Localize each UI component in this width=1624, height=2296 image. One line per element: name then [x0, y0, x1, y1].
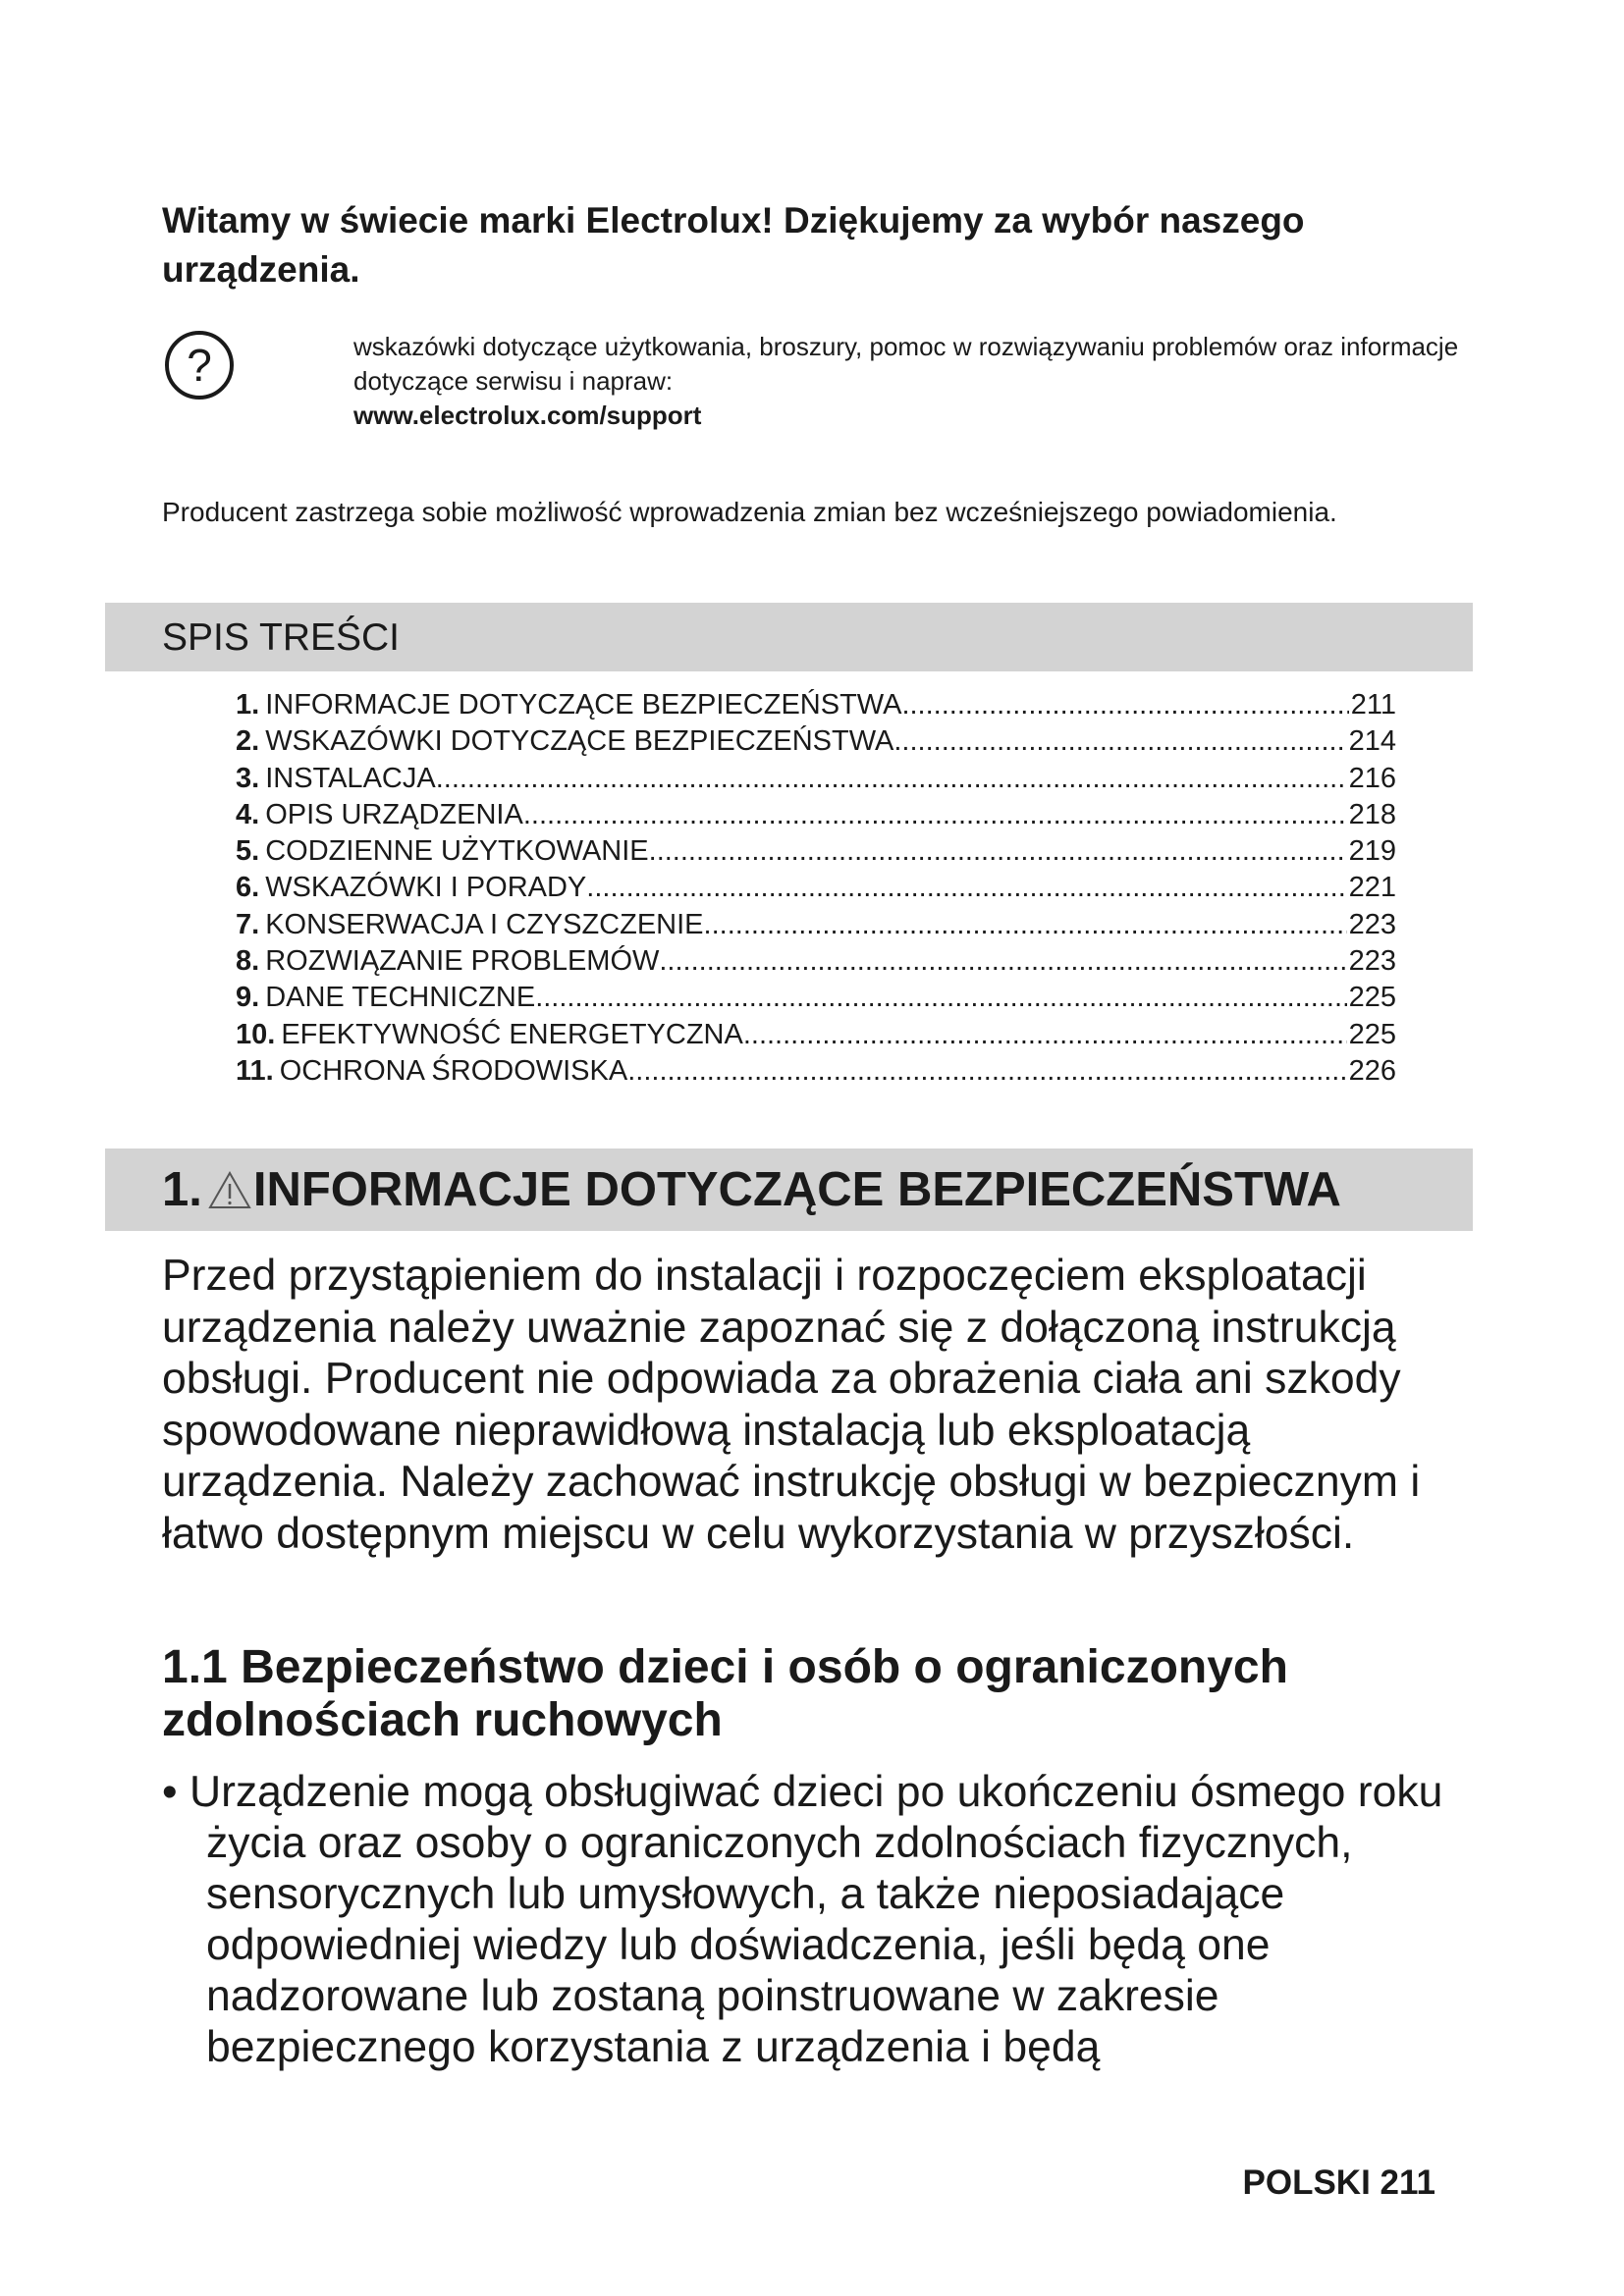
question-circle-icon: ?: [165, 331, 234, 400]
toc-item-page: 223: [1348, 908, 1396, 940]
section-number: 1.: [162, 1163, 202, 1216]
warning-triangle-icon: [208, 1170, 251, 1209]
toc-item-page: 225: [1348, 982, 1396, 1014]
toc-item-label: KONSERWACJA I CZYSZCZENIE: [265, 908, 704, 940]
bullet-item: • Urządzenie mogą obsługiwać dzieci po ukończeniu ósmego roku życia oraz osoby o ograniczonych zdolnościach fizycznych, sensorycznych lub umysłowych, a także nieposiadające odpowiedniej wiedzy lub doświadczenia, jeśli będą one nadzorowane lub zostaną poinstruowane w zakresie bezpiecznego korzystania z urządzenia i będą: [162, 1768, 1443, 2071]
toc-leader-dots: [627, 1053, 1346, 1090]
toc-item-number: 5.: [236, 835, 260, 868]
toc-item-number: 8.: [236, 945, 260, 978]
toc-item-page: 226: [1348, 1054, 1396, 1087]
toc-item-number: 11.: [236, 1054, 274, 1087]
toc-item-number: 4.: [236, 798, 260, 830]
toc-item[interactable]: [236, 943, 1396, 980]
toc-item-label: CODZIENNE UŻYTKOWANIE: [265, 835, 649, 868]
toc-item[interactable]: [236, 797, 1396, 833]
toc-leader-dots: [901, 687, 1348, 723]
toc-leader-dots: [659, 943, 1346, 980]
toc-item-number: 7.: [236, 908, 260, 940]
toc-item[interactable]: [236, 1053, 1396, 1090]
toc-item-page: 225: [1348, 1018, 1396, 1050]
toc-item[interactable]: [236, 870, 1396, 906]
toc-item-page: 211: [1350, 689, 1396, 721]
table-of-contents: [236, 687, 1396, 1090]
toc-leader-dots: [704, 907, 1347, 943]
toc-leader-dots: [649, 833, 1347, 870]
intro-paragraph: Przed przystąpieniem do instalacji i rozpoczęciem eksploatacji urządzenia należy uważnie zapoznać się z dołączoną instrukcją obsługi. Producent nie odpowiada za obrażenia ciała ani szkody spowodowane nieprawidłową instalacją lub eksploatacją urządzenia. Należy zachować instrukcję obsługi w bezpiecznym i łatwo dostępnym miejscu w celu wykorzystania w przyszłości.: [162, 1252, 1421, 1558]
toc-leader-dots: [535, 980, 1346, 1016]
help-info: [353, 330, 1473, 433]
toc-item[interactable]: [236, 833, 1396, 870]
help-text: wskazówki dotyczące użytkowania, broszury, pomoc w rozwiązywaniu problemów oraz informacje dotyczące serwisu i napraw:: [353, 332, 1459, 396]
toc-item[interactable]: [236, 907, 1396, 943]
toc-item-page: 218: [1348, 798, 1396, 830]
toc-item-number: 9.: [236, 982, 260, 1014]
toc-leader-dots: [893, 723, 1346, 760]
toc-item-label: WSKAZÓWKI DOTYCZĄCE BEZPIECZEŃSTWA: [265, 725, 894, 758]
toc-item[interactable]: [236, 761, 1396, 797]
subsection-title: 1.1 Bezpieczeństwo dzieci i osób o ograniczonych zdolnościach ruchowych: [162, 1641, 1288, 1746]
page-footer: POLSKI 211: [1242, 2163, 1435, 2202]
toc-leader-dots: [523, 797, 1347, 833]
toc-item-number: 3.: [236, 762, 260, 794]
toc-title: SPIS TREŚCI: [162, 616, 401, 659]
disclaimer: Producent zastrzega sobie możliwość wprowadzenia zmian bez wcześniejszego powiadomienia.: [162, 497, 1337, 527]
toc-leader-dots: [436, 761, 1347, 797]
toc-item-label: OCHRONA ŚRODOWISKA: [279, 1054, 628, 1087]
toc-leader-dots: [586, 870, 1346, 906]
toc-item-label: DANE TECHNICZNE: [265, 982, 536, 1014]
toc-item-page: 214: [1348, 725, 1396, 758]
toc-item-page: 219: [1348, 835, 1396, 868]
toc-item-label: ROZWIĄZANIE PROBLEMÓW: [265, 945, 660, 978]
section-title: [162, 1160, 1341, 1219]
welcome-heading: Witamy w świecie marki Electrolux! Dziękujemy za wybór naszego urządzenia.: [162, 200, 1305, 290]
toc-item-label: EFEKTYWNOŚĆ ENERGETYCZNA: [281, 1018, 743, 1050]
toc-item[interactable]: [236, 1017, 1396, 1053]
section-title-text: INFORMACJE DOTYCZĄCE BEZPIECZEŃSTWA: [252, 1163, 1341, 1216]
toc-item[interactable]: [236, 723, 1396, 760]
toc-item-number: 1.: [236, 689, 260, 721]
toc-item[interactable]: [236, 687, 1396, 723]
toc-item-label: OPIS URZĄDZENIA: [265, 798, 523, 830]
toc-leader-dots: [743, 1017, 1347, 1053]
toc-item-number: 2.: [236, 725, 260, 758]
bullet-list: [162, 1767, 1478, 2073]
toc-item-page: 221: [1348, 872, 1396, 904]
toc-item[interactable]: [236, 980, 1396, 1016]
toc-item-label: INFORMACJE DOTYCZĄCE BEZPIECZEŃSTWA: [265, 689, 902, 721]
toc-item-label: INSTALACJA: [265, 762, 436, 794]
toc-item-number: 10.: [236, 1018, 276, 1050]
toc-item-page: 223: [1348, 945, 1396, 978]
toc-item-number: 6.: [236, 872, 260, 904]
support-link[interactable]: www.electrolux.com/support: [353, 400, 702, 430]
toc-item-page: 216: [1348, 762, 1396, 794]
toc-item-label: WSKAZÓWKI I PORADY: [265, 872, 587, 904]
